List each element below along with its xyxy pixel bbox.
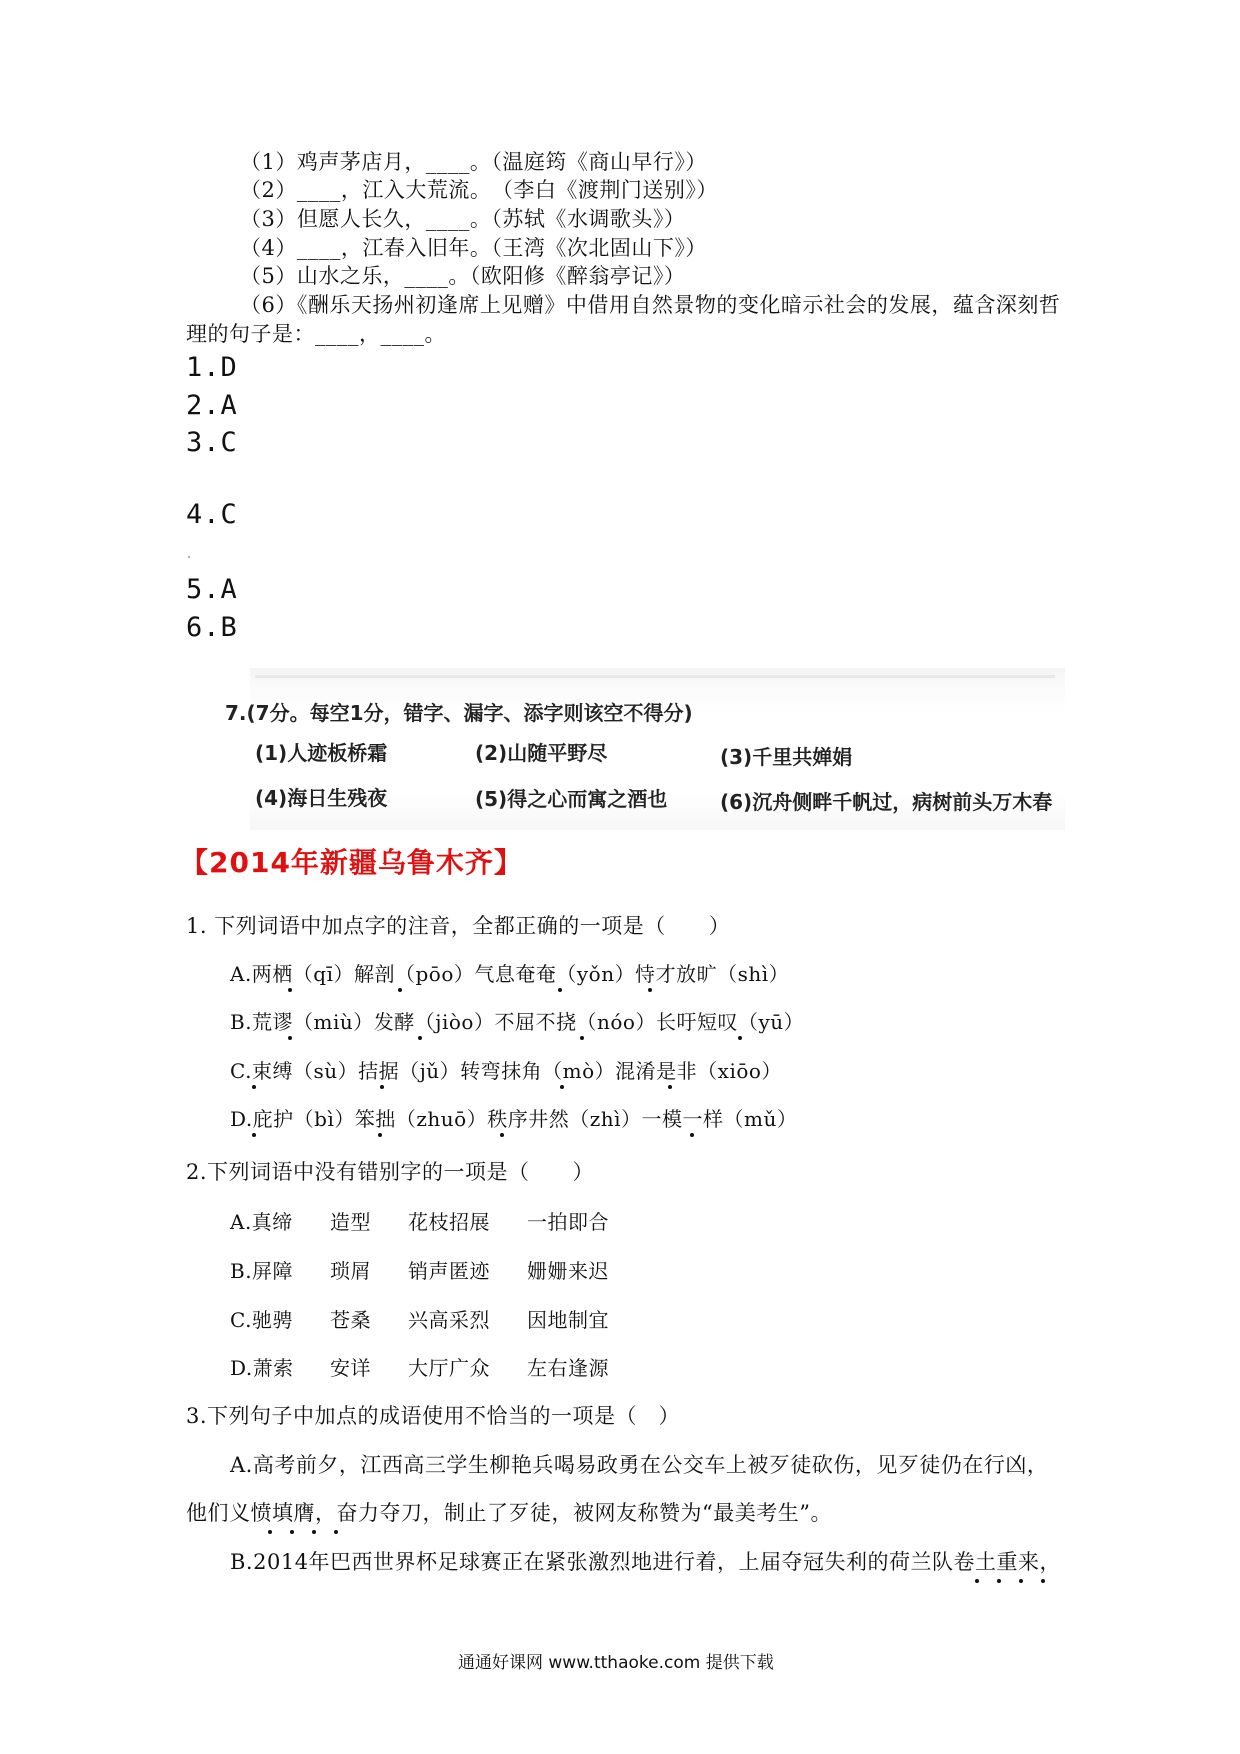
question-2-stem: 2.下列词语中没有错别字的一项是（ ）	[186, 1160, 595, 1184]
emphasis-dot	[288, 988, 292, 992]
poem-question-3: （3）但愿人长久，____。（苏轼《水调歌头》）	[240, 207, 686, 231]
scanned-answer-2: (2)山随平野尽	[475, 741, 608, 765]
scanned-answer-1: (1)人迹板桥霜	[255, 741, 388, 765]
poem-question-6-line-2: 理的句子是：____，____。	[186, 322, 446, 346]
emphasis-dot	[668, 1085, 672, 1089]
scanned-answer-3: (3)千里共婵娟	[720, 745, 853, 769]
emphasis-dot	[288, 1036, 292, 1040]
poem-question-5: （5）山水之乐，____。（欧阳修《醉翁亭记》）	[240, 264, 686, 288]
emphasis-dot	[500, 1133, 504, 1137]
question-2-option-a-4: 一拍即合	[527, 1210, 609, 1234]
emphasis-dot	[560, 1085, 564, 1089]
emphasis-dot	[268, 1530, 272, 1534]
question-2-option-b-4: 姗姗来迟	[527, 1259, 609, 1283]
question-1-option-b: B.荒谬（miù）发酵（jiòo）不屈不挠（nóo）长吁短叹（yū）	[230, 1010, 805, 1034]
poem-question-4: （4）____，江春入旧年。（王湾《次北固山下》）	[240, 236, 707, 260]
poem-question-1: （1）鸡声茅店月，____。（温庭筠《商山早行》）	[240, 150, 707, 174]
emphasis-dot	[398, 988, 402, 992]
scan-artifact-line	[255, 675, 1055, 678]
answer-3: 3.C	[186, 427, 238, 458]
answer-5: 5.A	[186, 574, 238, 605]
question-1-option-d: D.庇护（bì）笨拙（zhuō）秩序井然（zhì）一模一样（mǔ）	[230, 1107, 798, 1131]
emphasis-dot	[690, 1133, 694, 1137]
question-2-option-d-4: 左右逢源	[527, 1356, 609, 1380]
scanned-answer-4: (4)海日生残夜	[255, 786, 388, 810]
question-2-option-b-2: 琐屑	[330, 1259, 371, 1283]
question-2-option-a-1: A.真缔	[230, 1210, 293, 1234]
answer-6: 6.B	[186, 612, 238, 643]
question-2-option-c-3: 兴高采烈	[408, 1308, 490, 1332]
question-2-option-b-1: B.屏障	[230, 1259, 294, 1283]
emphasis-dot	[1041, 1579, 1045, 1583]
scanned-answer-header: 7.(7分。每空1分，错字、漏字、添字则该空不得分)	[225, 701, 693, 725]
question-3-stem: 3.下列句子中加点的成语使用不恰当的一项是（ ）	[186, 1404, 681, 1428]
emphasis-dot	[558, 988, 562, 992]
emphasis-dot	[738, 1036, 742, 1040]
stray-mark	[188, 556, 190, 558]
emphasis-dot	[975, 1579, 979, 1583]
question-1-option-c: C.束缚（sù）拮据（jǔ）转弯抹角（mò）混淆是非（xiōo）	[230, 1059, 782, 1083]
emphasis-dot	[380, 1085, 384, 1089]
emphasis-dot	[1019, 1579, 1023, 1583]
emphasis-dot	[252, 1133, 256, 1137]
question-2-option-c-1: C.驰骋	[230, 1308, 293, 1332]
question-2-option-d-1: D.萧索	[230, 1356, 294, 1380]
answer-1: 1.D	[186, 352, 238, 383]
answer-2: 2.A	[186, 390, 238, 421]
scanned-answer-6: (6)沉舟侧畔千帆过，病树前头万木春	[720, 790, 1053, 814]
question-2-option-a-2: 造型	[330, 1210, 371, 1234]
page-footer: 通通好课网 www.tthaoke.com 提供下载	[458, 1653, 774, 1673]
question-3-option-b-line-1: B.2014年巴西世界杯足球赛正在紧张激烈地进行着，上届夺冠失利的荷兰队卷土重来，	[230, 1550, 1062, 1574]
question-1-stem: 1. 下列词语中加点字的注音，全都正确的一项是（ ）	[186, 914, 731, 938]
scanned-answer-5: (5)得之心而寓之酒也	[475, 787, 668, 811]
emphasis-dot	[580, 1036, 584, 1040]
poem-question-2: （2）____，江入大荒流。 （李白《渡荆门送别》）	[240, 178, 718, 202]
question-2-option-b-3: 销声匿迹	[408, 1259, 490, 1283]
question-2-option-c-2: 苍桑	[330, 1308, 371, 1332]
question-2-option-d-2: 安详	[330, 1356, 371, 1380]
question-3-option-a-line-1: A.高考前夕，江西高三学生柳艳兵喝易政勇在公交车上被歹徒砍伤，见歹徒仍在行凶，	[230, 1453, 1049, 1477]
emphasis-dot	[252, 1085, 256, 1089]
question-2-option-a-3: 花枝招展	[408, 1210, 490, 1234]
poem-question-6-line-1: （6）《酬乐天扬州初逢席上见赠》中借用自然景物的变化暗示社会的发展，蕴含深刻哲	[240, 293, 1061, 317]
question-3-option-a-line-2: 他们义愤填膺，奋力夺刀，制止了歹徒，被网友称赞为“最美考生”。	[186, 1501, 832, 1525]
answer-4: 4.C	[186, 499, 238, 530]
emphasis-dot	[997, 1579, 1001, 1583]
question-1-option-a: A.两栖（qī）解剖（pōo）气息奄奄（yǒn）恃才放旷（shì）	[230, 962, 790, 986]
question-2-option-c-4: 因地制宜	[527, 1308, 609, 1332]
emphasis-dot	[334, 1530, 338, 1534]
emphasis-dot	[418, 1036, 422, 1040]
emphasis-dot	[312, 1530, 316, 1534]
section-heading: 【2014年新疆乌鲁木齐】	[180, 846, 523, 879]
question-2-option-d-3: 大厅广众	[408, 1356, 490, 1380]
emphasis-dot	[290, 1530, 294, 1534]
emphasis-dot	[378, 1133, 382, 1137]
emphasis-dot	[648, 988, 652, 992]
